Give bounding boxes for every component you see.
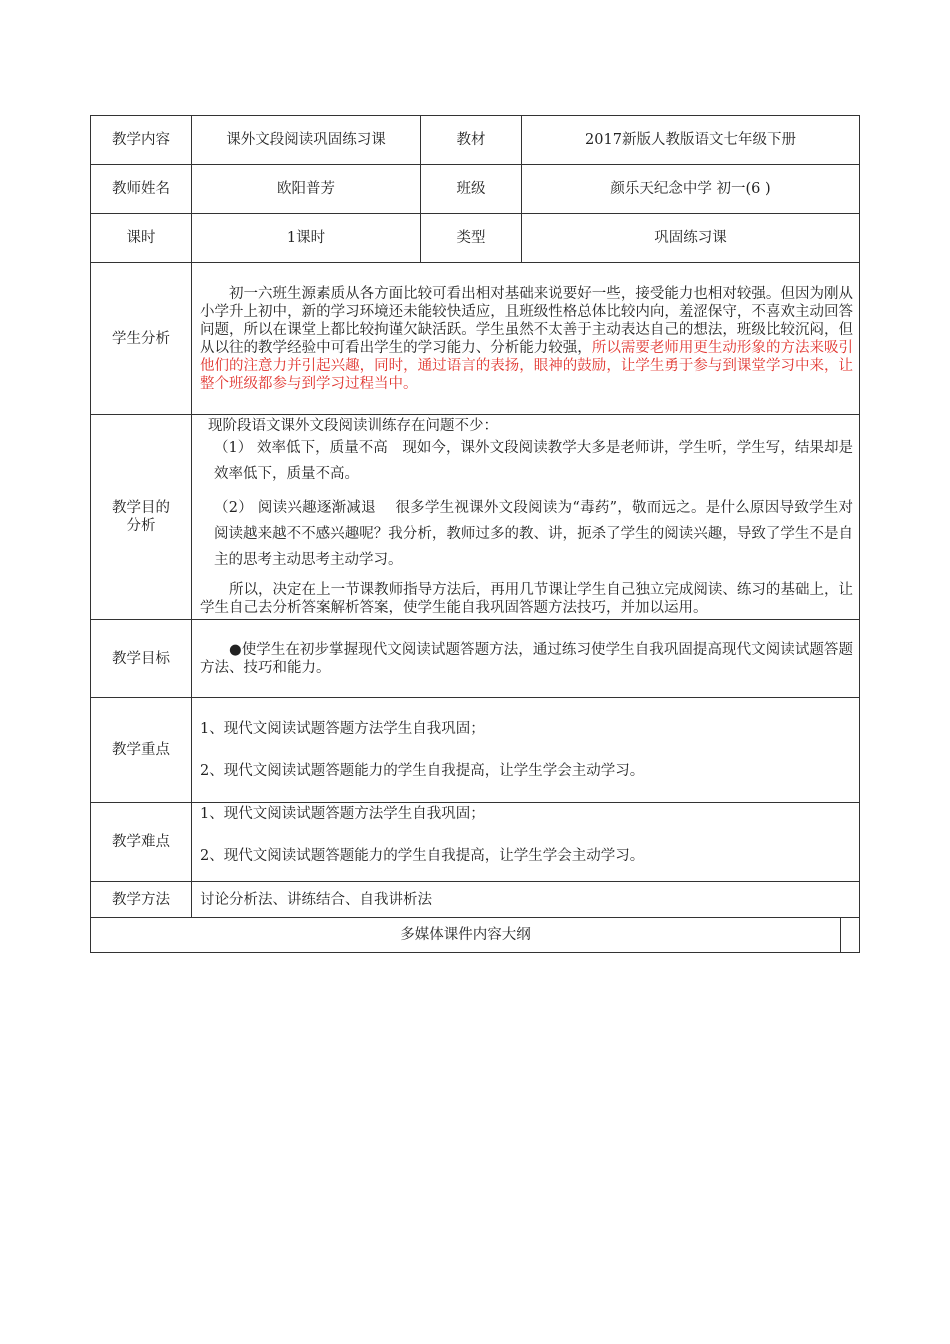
label-period: 课时 [91,214,192,263]
label-student-analysis: 学生分析 [91,263,192,415]
difficulty-2: 2、现代文阅读试题答题能力的学生自我提高，让学生学会主动学习。 [200,848,645,864]
lesson-plan-table [90,115,860,953]
outline-cell [91,918,860,953]
value-content: 课外文段阅读巩固练习课 [192,116,421,165]
value-textbook: 2017新版人教版语文七年级下册 [522,116,860,165]
label-textbook: 教材 [421,116,522,165]
student-analysis-cell [192,263,860,415]
row-purpose-analysis [91,415,860,620]
row-period [91,214,860,263]
value-type: 巩固练习课 [522,214,860,263]
difficulty-1: 1、现代文阅读试题答题方法学生自我巩固； [200,806,485,822]
label-difficulties: 教学难点 [91,803,192,882]
student-analysis-text [200,285,853,393]
difficulties-cell [192,803,860,882]
student-analysis-red: 所以需要老师用更生动形象的方法来吸引他们的注意力并引起兴趣，同时，通过语言的表扬，眼神的鼓励，让学生勇于参与到课堂学习中来，让整个班级都参与到学习过程当中。 [200,339,854,392]
value-teacher: 欧阳普芳 [192,165,421,214]
goal-cell [192,620,860,698]
outline-title: 多媒体课件内容大纲 [400,927,531,943]
purpose-intro: 现阶段语文课外文段阅读训练存在问题不少： [208,418,498,434]
key-points-cell [192,698,860,803]
label-key-points: 教学重点 [91,698,192,803]
student-analysis-black: 初一六班生源素质从各方面比较可看出相对基础来说要好一些，接受能力也相对较强。但因为刚从小学升上初中，新的学习环境还未能较快适应，且班级性格总体比较内向，羞涩保守，不喜欢主动回答问题，所以在课堂上都比较拘谨欠缺活跃。学生虽然不太善于主动表达自己的想法，班级比较沉闷，但从以往的教学经验中可看出学生的学习能力、分析能力较强， [200,285,853,356]
row-goal [91,620,860,698]
value-period: 1课时 [192,214,421,263]
value-class: 颜乐天纪念中学 初一(6 ) [522,165,860,214]
purpose-point-2: （2） 阅读兴趣逐渐减退 很多学生视课外文段阅读为“毒药”，敬而远之。是什么原因导致学生对阅读越来越不不感兴趣呢？我分析，教师过多的教、讲，扼杀了学生的阅读兴趣，导致了学生不是自主的思考主动思考主动学习。 [214,500,853,568]
label-method: 教学方法 [91,882,192,918]
row-key-points [91,698,860,803]
outline-side-column [840,918,859,952]
row-difficulties [91,803,860,882]
label-type: 类型 [421,214,522,263]
label-class: 班级 [421,165,522,214]
purpose-conclusion: 所以，决定在上一节课教师指导方法后，再用几节课让学生自己独立完成阅读、练习的基础上，让学生自己去分析答案解析答案，使学生能自我巩固答题方法技巧，并加以运用。 [200,582,853,616]
key-point-2: 2、现代文阅读试题答题能力的学生自我提高，让学生学会主动学习。 [200,763,645,779]
method-text: 讨论分析法、讲练结合、自我讲析法 [192,882,860,918]
label-teacher: 教师姓名 [91,165,192,214]
label-goal: 教学目标 [91,620,192,698]
row-student-analysis [91,263,860,415]
row-content [91,116,860,165]
goal-text: ●使学生在初步掌握现代文阅读试题答题方法，通过练习使学生自我巩固提高现代文阅读试题答题方法、技巧和能力。 [200,641,853,676]
lesson-plan-sheet [90,115,859,953]
row-teacher [91,165,860,214]
label-content: 教学内容 [91,116,192,165]
key-point-1: 1、现代文阅读试题答题方法学生自我巩固； [200,721,485,737]
label-purpose-analysis: 教学目的 分析 [91,415,192,620]
purpose-point-1: （1） 效率低下，质量不高 现如今，课外文段阅读教学大多是老师讲，学生听，学生写，结果却是效率低下，质量不高。 [214,440,853,482]
row-method [91,882,860,918]
purpose-analysis-cell [192,415,860,620]
row-outline [91,918,860,953]
